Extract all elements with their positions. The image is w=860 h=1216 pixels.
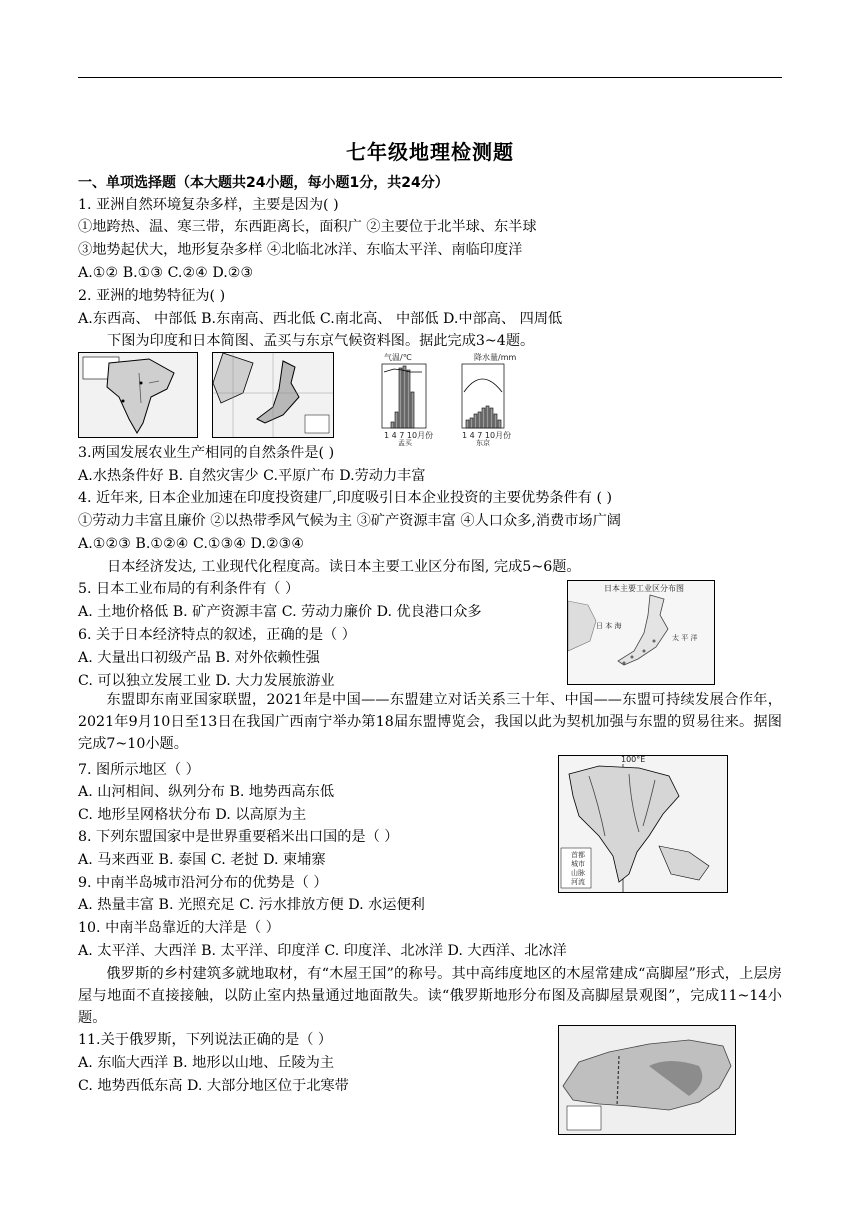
month-label-mumbai: 1 4 7 10月份 — [384, 431, 434, 440]
q1-options-2: ③地势起伏大，地形复杂多样 ④北临北冰洋、东临太平洋、南临印度洋 — [78, 242, 523, 258]
header-rule — [78, 77, 782, 78]
mumbai-climate-chart — [362, 352, 438, 447]
q10-choices: A. 太平洋、大西洋 B. 太平洋、印度洋 C. 印度洋、北冰洋 D. 大西洋、北冰洋 — [78, 943, 567, 959]
q11-choices-2: C. 地势西低东高 D. 大部分地区位于北寒带 — [78, 1078, 349, 1094]
pacific-label: 太 平 洋 — [672, 634, 698, 642]
q7-choices-1: A. 山河相间、纵列分布 B. 地势西高东低 — [78, 784, 335, 800]
q3-choices: A.水热条件好 B. 自然灾害少 C.平原广布 D.劳动力丰富 — [78, 468, 426, 484]
q11-stem: 11.关于俄罗斯，下列说法正确的是（ ） — [78, 1032, 333, 1048]
q4-choices: A.①②③ B.①②④ C.①③④ D.②③④ — [78, 536, 305, 552]
temp-axis-label: 气温/℃ — [384, 353, 412, 362]
intro-7-10: 东盟即东南亚国家联盟，2021年是中国——东盟建立对话关系三十年、中国——东盟可持续发展合作年，2021年9月10日至13日在我国广西南宁举办第18届东盟博览会，我国以此为契机加强与东盟的贸易往来。据图完成7~10小题。 — [78, 692, 782, 752]
longitude-label: 100°E — [621, 755, 646, 764]
q6-stem: 6. 关于日本经济特点的叙述，正确的是（ ） — [78, 627, 356, 643]
q7-choices-2: C. 地形呈网格状分布 D. 以高原为主 — [78, 807, 307, 823]
q1-stem: 1. 亚洲自然环境复杂多样，主要是因为( ) — [78, 197, 339, 213]
japan-industry-map — [567, 580, 715, 685]
q6-choices-2: C. 可以独立发展工业 D. 大力发展旅游业 — [78, 673, 335, 689]
q9-choices: A. 热量丰富 B. 光照充足 C. 污水排放方便 D. 水运便利 — [78, 897, 425, 913]
q5-choices: A. 土地价格低 B. 矿产资源丰富 C. 劳动力廉价 D. 优良港口众多 — [78, 604, 482, 620]
month-label-tokyo: 1 4 7 10月份 — [462, 431, 512, 440]
legend-river: 河流 — [571, 878, 585, 886]
q3-stem: 3.两国发展农业生产相同的自然条件是( ) — [78, 445, 335, 461]
page-title: 七年级地理检测题 — [346, 140, 514, 164]
legend-mountain: 山脉 — [571, 869, 585, 877]
q2-stem: 2. 亚洲的地势特征为( ) — [78, 288, 226, 304]
q10-stem: 10. 中南半岛靠近的大洋是（ ） — [78, 920, 280, 936]
q2-choices: A.东西高、 中部低 B.东南高、西北低 C.南北高、 中部低 D.中部高、 四周低 — [78, 311, 563, 327]
legend-city: 城市 — [571, 860, 585, 868]
q4-stem: 4. 近年来, 日本企业加速在印度投资建厂,印度吸引日本企业投资的主要优势条件有 ( ) — [78, 490, 613, 506]
city-mumbai: 孟买 — [398, 439, 412, 447]
q1-choices: A.①② B.①③ C.②④ D.②③ — [78, 265, 254, 281]
q9-stem: 9. 中南半岛城市沿河分布的优势是（ ） — [78, 875, 328, 891]
sea-of-japan-label: 日 本 海 — [596, 622, 622, 630]
russia-terrain-map — [558, 1025, 736, 1135]
india-map-figure — [78, 352, 198, 438]
intro-3-4: 下图为印度和日本简图、孟买与东京气候资料图。据此完成3~4题。 — [107, 333, 535, 349]
q8-choices: A. 马来西亚 B. 泰国 C. 老挝 D. 柬埔寨 — [78, 852, 326, 868]
japan-map-caption: 日本主要工业区分布图 — [604, 584, 684, 593]
q5-stem: 5. 日本工业布局的有利条件有（ ） — [78, 581, 300, 597]
rain-axis-label: 降水量/mm — [474, 353, 517, 362]
city-tokyo: 东京 — [476, 439, 490, 447]
q1-options-1: ①地跨热、温、寒三带，东西距离长，面积广 ②主要位于北半球、东半球 — [78, 219, 537, 235]
q8-stem: 8. 下列东盟国家中是世界重要稻米出口国的是（ ） — [78, 829, 399, 845]
tokyo-climate-chart — [458, 352, 528, 447]
section-heading: 一、单项选择题（本大题共24小题，每小题1分，共24分） — [78, 175, 449, 191]
japan-sketch-figure — [212, 352, 334, 438]
southeast-asia-map — [558, 755, 728, 893]
q4-options: ①劳动力丰富且廉价 ②以热带季风气候为主 ③矿产资源丰富 ④人口众多,消费市场广阔 — [78, 513, 621, 529]
q6-choices-1: A. 大量出口初级产品 B. 对外依赖性强 — [78, 650, 320, 666]
q7-stem: 7. 图所示地区（ ） — [78, 762, 200, 778]
legend-capital: 首都 — [571, 851, 585, 859]
intro-5-6: 日本经济发达, 工业现代化程度高。读日本主要工业区分布图, 完成5~6题。 — [107, 559, 581, 575]
intro-11-14: 俄罗斯的乡村建筑多就地取材，有“木屋王国”的称号。其中高纬度地区的木屋常建成“高脚屋”形式，上层房屋与地面不直接接触，以防止室内热量通过地面散失。读“俄罗斯地形分布图及高脚屋景观图”，完成11~14小题。 — [78, 966, 782, 1026]
q11-choices-1: A. 东临大西洋 B. 地形以山地、丘陵为主 — [78, 1055, 335, 1071]
